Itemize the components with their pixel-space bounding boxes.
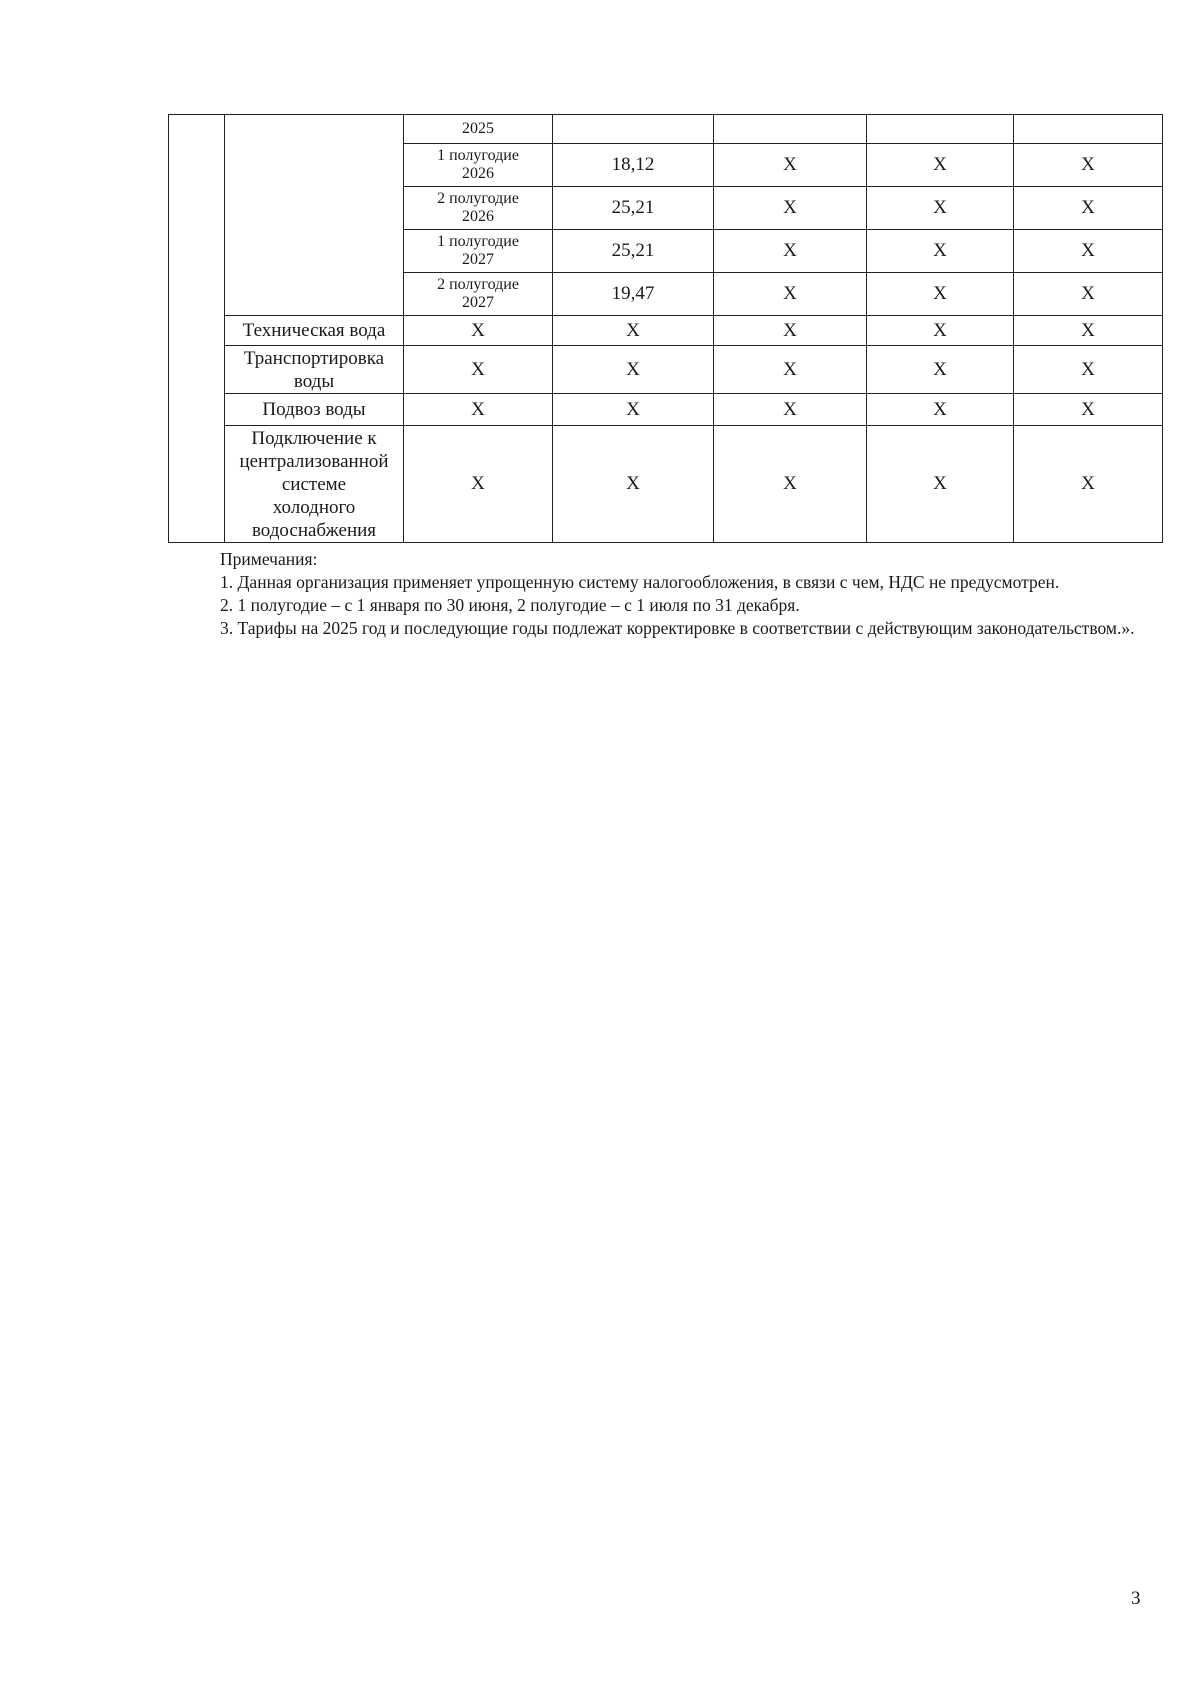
- service-name-cell: [225, 426, 404, 543]
- value-cell: X: [714, 426, 867, 543]
- period-label: 2 полугодие: [437, 276, 519, 293]
- table-row: [169, 115, 1163, 144]
- value-cell: X: [404, 394, 553, 426]
- tariff-value-cell: 25,21: [553, 187, 714, 230]
- value-cell: X: [714, 346, 867, 394]
- period-cell: [404, 144, 553, 187]
- value-cell: X: [1014, 426, 1163, 543]
- service-name-line: централизованной: [239, 450, 389, 472]
- value-cell: X: [867, 144, 1014, 187]
- tariff-table: [168, 114, 1163, 543]
- value-cell: X: [714, 273, 867, 316]
- service-name-line: Транспортировка: [243, 347, 385, 369]
- value-cell: X: [867, 426, 1014, 543]
- value-cell: X: [1014, 316, 1163, 346]
- value-cell: X: [404, 316, 553, 346]
- row-group-cell: [169, 115, 225, 543]
- service-name-line: воды: [293, 370, 335, 392]
- table-row: [169, 316, 1163, 346]
- value-cell: X: [553, 346, 714, 394]
- value-cell: X: [714, 144, 867, 187]
- table-row: [169, 394, 1163, 426]
- value-cell: X: [867, 230, 1014, 273]
- service-group-cell: [225, 115, 404, 316]
- value-cell: X: [714, 316, 867, 346]
- service-name-line: Подключение к: [251, 427, 377, 449]
- value-cell: X: [404, 346, 553, 394]
- period-label: 1 полугодие: [437, 147, 519, 164]
- value-cell: X: [553, 426, 714, 543]
- notes-title: Примечания:: [220, 549, 318, 569]
- value-cell: X: [1014, 273, 1163, 316]
- table-row: [169, 426, 1163, 543]
- value-cell: X: [867, 346, 1014, 394]
- service-name-cell: [225, 346, 404, 394]
- value-cell: [867, 115, 1014, 144]
- table-row: [169, 346, 1163, 394]
- service-name-line: системе: [281, 473, 347, 495]
- value-cell: [714, 115, 867, 144]
- value-cell: X: [714, 394, 867, 426]
- value-cell: X: [867, 316, 1014, 346]
- note-item: 2. 1 полугодие – с 1 января по 30 июня, 2 полугодие – с 1 июля по 31 декабря.: [220, 595, 800, 615]
- note-item: 1. Данная организация применяет упрощенную систему налогообложения, в связи с чем, НДС не предусмотрен.: [220, 572, 1060, 592]
- value-cell: X: [867, 273, 1014, 316]
- service-name-cell: Подвоз воды: [225, 394, 404, 426]
- value-cell: X: [1014, 394, 1163, 426]
- period-cell: [404, 230, 553, 273]
- tariff-value-cell: 18,12: [553, 144, 714, 187]
- period-cell: [404, 187, 553, 230]
- value-cell: X: [1014, 144, 1163, 187]
- period-cell: [404, 273, 553, 316]
- note-item: 3. Тарифы на 2025 год и последующие годы подлежат корректировке в соответствии с действующим законодательством.».: [220, 618, 1135, 638]
- period-label: 1 полугодие: [437, 233, 519, 250]
- tariff-value-cell: 25,21: [553, 230, 714, 273]
- period-cell: 2025: [404, 115, 553, 144]
- period-year: 2027: [462, 294, 494, 311]
- period-year: 2026: [462, 208, 494, 225]
- value-cell: X: [867, 394, 1014, 426]
- service-name-line: водоснабжения: [251, 519, 377, 541]
- value-cell: X: [553, 394, 714, 426]
- value-cell: [553, 115, 714, 144]
- service-name-line: холодного: [272, 496, 356, 518]
- value-cell: X: [1014, 346, 1163, 394]
- value-cell: X: [1014, 230, 1163, 273]
- period-label: 2 полугодие: [437, 190, 519, 207]
- value-cell: X: [714, 230, 867, 273]
- value-cell: [1014, 115, 1163, 144]
- period-year: 2027: [462, 251, 494, 268]
- period-year: 2026: [462, 165, 494, 182]
- notes-section: [178, 548, 1152, 640]
- value-cell: X: [867, 187, 1014, 230]
- page-number: 3: [1131, 1588, 1141, 1609]
- service-name-cell: Техническая вода: [225, 316, 404, 346]
- value-cell: X: [553, 316, 714, 346]
- tariff-value-cell: 19,47: [553, 273, 714, 316]
- value-cell: X: [404, 426, 553, 543]
- value-cell: X: [1014, 187, 1163, 230]
- value-cell: X: [714, 187, 867, 230]
